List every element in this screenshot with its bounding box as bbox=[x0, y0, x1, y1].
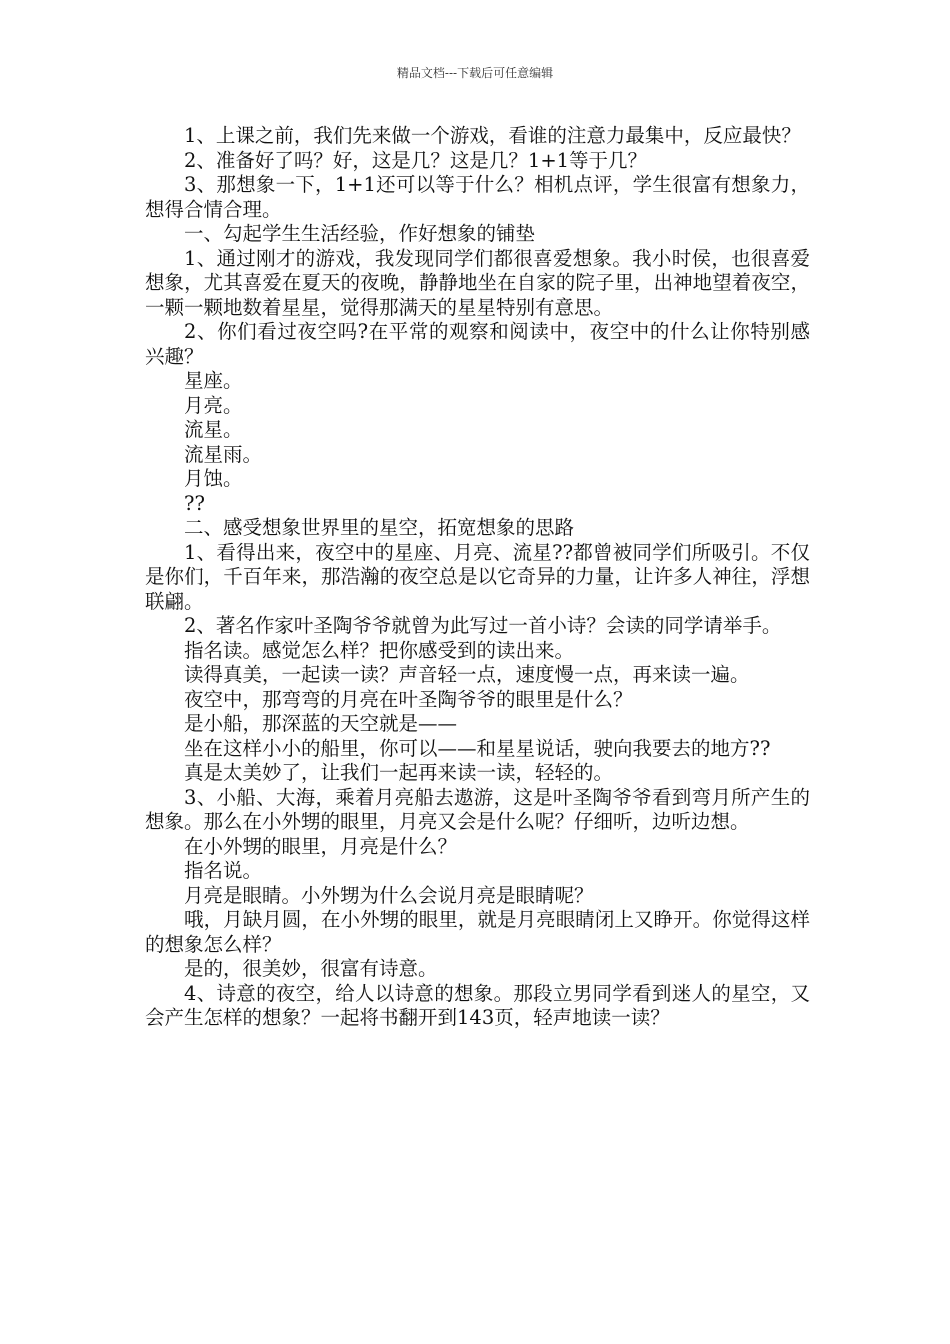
section-heading: 一、勾起学生生活经验，作好想象的铺垫 bbox=[184, 222, 536, 245]
paragraph: 指名读。感觉怎么样？把你感受到的读出来。 bbox=[184, 638, 575, 662]
section-heading: 二、感受想象世界里的星空，拓宽想象的思路 bbox=[184, 516, 575, 539]
paragraph: 是的，很美妙，很富有诗意。 bbox=[184, 957, 438, 980]
paragraph: 真是太美妙了，让我们一起再来读一读，轻轻的。 bbox=[184, 761, 614, 784]
answer-line: 流星。 bbox=[184, 418, 243, 441]
paragraph: 3、小船、大海，乘着月亮船去遨游，这是叶圣陶爷爷看到弯月所产生的想象。那么在小外甥的眼里，月亮又会是什么呢？仔细听，边听边想。 bbox=[145, 785, 810, 833]
answer-line: 流星雨。 bbox=[184, 442, 263, 466]
paragraph: 2、准备好了吗？好，这是几？这是几？1+1等于几？ bbox=[184, 148, 648, 172]
paragraph: 指名说。 bbox=[184, 859, 263, 882]
page-header: 精品文档---下载后可任意编辑 bbox=[396, 66, 554, 80]
paragraph: 1、通过刚才的游戏，我发现同学们都很喜爱想象。我小时侯，也很喜爱想象，尤其喜爱在夏天的夜晚，静静地坐在自家的院子里，出神地望着夜空，一颗一颗地数着星星，觉得那满天的星星特别有意思。 bbox=[145, 246, 810, 319]
paragraph: 1、上课之前，我们先来做一个游戏，看谁的注意力最集中，反应最快？ bbox=[184, 124, 801, 147]
answer-line: 月蚀。 bbox=[184, 467, 243, 490]
paragraph: 2、著名作家叶圣陶爷爷就曾为此写过一首小诗？会读的同学请举手。 bbox=[184, 614, 782, 637]
paragraph: 在小外甥的眼里，月亮是什么？ bbox=[184, 834, 458, 858]
paragraph: 哦，月缺月圆，在小外甥的眼里，就是月亮眼睛闭上又睁开。你觉得这样的想象怎么样？ bbox=[145, 908, 810, 956]
answer-line: 星座。 bbox=[184, 369, 243, 392]
paragraph: 是小船，那深蓝的天空就是—— bbox=[184, 712, 458, 735]
paragraph: 读得真美，一起读一读？声音轻一点，速度慢一点，再来读一遍。 bbox=[184, 663, 750, 686]
paragraph: 月亮是眼睛。小外甥为什么会说月亮是眼睛呢？ bbox=[184, 883, 594, 907]
paragraph: 夜空中，那弯弯的月亮在叶圣陶爷爷的眼里是什么？ bbox=[184, 687, 633, 711]
answer-line: ?? bbox=[184, 491, 205, 515]
paragraph: 1、看得出来，夜空中的星座、月亮、流星??都曾被同学们所吸引。不仅是你们，千百年来，那浩瀚的夜空总是以它奇异的力量，让许多人神往，浮想联翩。 bbox=[145, 540, 810, 613]
paragraph: 4、诗意的夜空，给人以诗意的想象。那段立男同学看到迷人的星空，又会产生怎样的想象？一起将书翻开到143页，轻声地读一读？ bbox=[145, 981, 810, 1029]
paragraph: 坐在这样小小的船里，你可以——和星星说话，驶向我要去的地方?? bbox=[184, 736, 771, 760]
paragraph: 3、那想象一下，1+1还可以等于什么？相机点评，学生很富有想象力，想得合情合理。 bbox=[145, 173, 810, 221]
document-body bbox=[145, 124, 810, 1031]
answer-line: 月亮。 bbox=[184, 393, 243, 417]
paragraph: 2、你们看过夜空吗?在平常的观察和阅读中，夜空中的什么让你特别感兴趣？ bbox=[145, 320, 810, 368]
